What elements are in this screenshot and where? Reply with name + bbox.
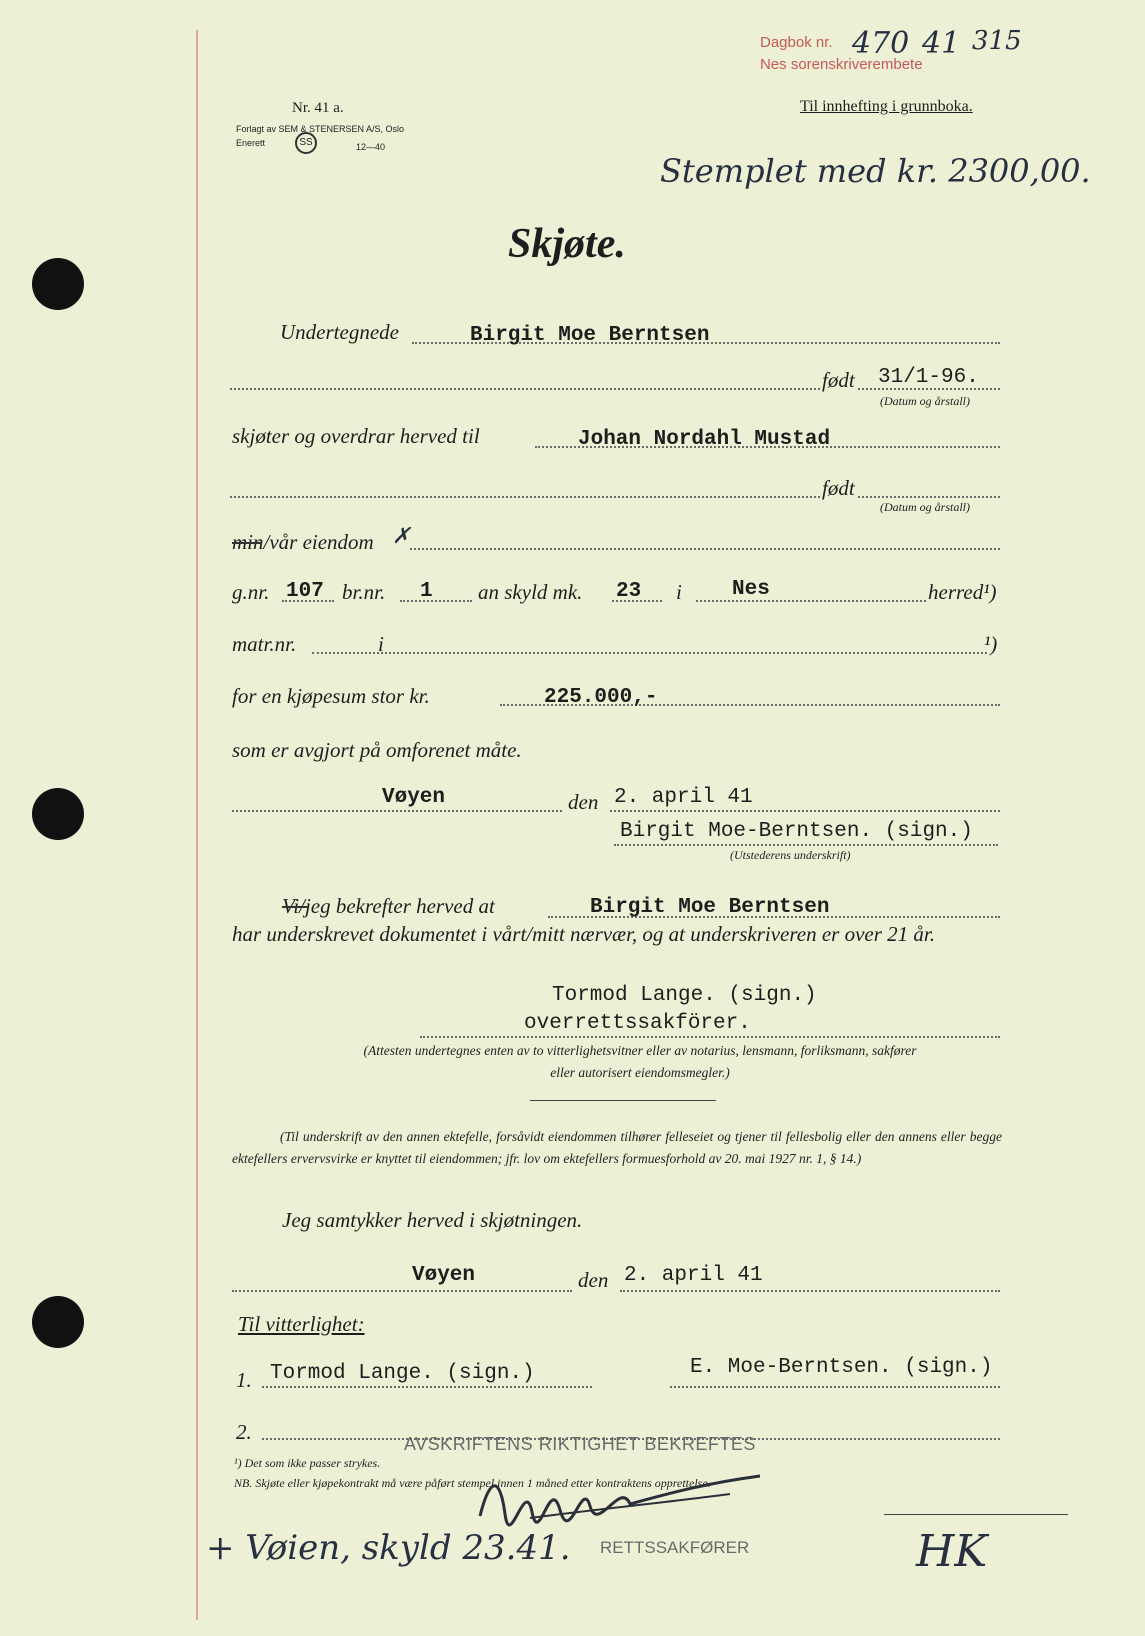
- price-amount: 225.000,-: [544, 686, 658, 709]
- gnr-value: 107: [286, 580, 324, 603]
- seller-born-hint: (Datum og årstall): [880, 394, 970, 408]
- matr-label: matr.nr.: [232, 632, 297, 656]
- strike-mark: [282, 906, 308, 908]
- signing-place-line: [232, 810, 562, 812]
- attestation-line1: Vi/jeg bekrefter herved at: [282, 894, 495, 918]
- nb-note: NB. Skjøte eller kjøpekontrakt må være påført stempel innen 1 måned etter kontraktens opprettelse.: [234, 1476, 711, 1490]
- seller-extra-line: [230, 388, 820, 390]
- lawyer-stamp: RETTSSAKFØRER: [600, 1538, 750, 1557]
- punch-hole: [32, 1296, 84, 1348]
- bnr-line: [400, 600, 472, 602]
- witness-1-line: [262, 1386, 592, 1388]
- punch-hole: [32, 788, 84, 840]
- initials: HK: [916, 1526, 988, 1577]
- consent-den-label: den: [578, 1268, 609, 1292]
- rights: Enerett: [236, 138, 266, 148]
- buyer-name: Johan Nordahl Mustad: [578, 428, 831, 451]
- diary-year: 41: [922, 26, 961, 61]
- witness-spouse-name: E. Moe-Berntsen. (sign.): [690, 1356, 993, 1379]
- witness-1-name: Tormod Lange. (sign.): [270, 1362, 535, 1385]
- matr-footnote-ref: ¹): [984, 632, 998, 656]
- skyld-label: an skyld mk.: [478, 580, 583, 604]
- strike-mark: [232, 542, 262, 544]
- diary-number: 470: [852, 26, 910, 61]
- municipality-value: Nes: [732, 578, 770, 601]
- attestation-note: (Attesten undertegnes enten av to vitterlighetsvitner eller av notarius, lensmann, forliksmann, sakfører eller autorisert eiendomsmegler.): [363, 1043, 917, 1080]
- matr-line: [312, 652, 987, 654]
- footnote: ¹) Det som ikke passer strykes.: [234, 1456, 381, 1470]
- buyer-born-label: født: [822, 476, 855, 500]
- seller-born-value: 31/1-96.: [878, 366, 979, 389]
- matr-in-label: i: [378, 632, 384, 656]
- folio-number: 315: [972, 26, 1022, 56]
- buyer-born-hint: (Datum og årstall): [880, 500, 970, 514]
- signing-date: 2. april 41: [614, 786, 753, 809]
- margin-line: [196, 30, 198, 1620]
- issuer-signature: Birgit Moe-Berntsen. (sign.): [620, 820, 973, 843]
- spouse-consent: Jeg samtykker herved i skjøtningen.: [282, 1208, 583, 1232]
- property-line: [410, 548, 1000, 550]
- divider: [530, 1100, 716, 1101]
- asterisk-mark: ✗: [392, 524, 411, 549]
- publisher-logo: SS: [295, 132, 317, 154]
- diary-stamp-label: Dagbok nr.: [760, 34, 833, 51]
- property-intro: min/vår eiendom: [232, 530, 374, 554]
- punch-hole: [32, 258, 84, 310]
- edition: 12—40: [356, 142, 386, 152]
- spouse-note: (Til underskrift av den annen ektefelle, forsåvidt eiendommen tilhører felleseiet og tjener til fellesbolig eller den annens eller begge ektefellers ervervsvirke er knyttet til eiendommen; jfr. lov om ektefellers formuesforhold av 20. mai 1927 nr. 1, § 14.): [232, 1129, 1002, 1166]
- binding-note: Til innhefting i grunnboka.: [800, 98, 973, 115]
- buyer-label: skjøter og overdrar herved til: [232, 424, 480, 448]
- issuer-signature-line: [614, 844, 998, 846]
- witness-1-number: 1.: [236, 1368, 252, 1392]
- witness-signature: Tormod Lange. (sign.): [552, 984, 817, 1007]
- issuer-signature-hint: (Utstederens underskrift): [730, 848, 851, 862]
- price-settled: som er avgjort på omforenet måte.: [232, 738, 522, 762]
- signature-scribble: [470, 1466, 770, 1536]
- signing-den-label: den: [568, 790, 599, 814]
- publisher: Forlagt av SEM & STENERSEN A/S, Oslo: [236, 124, 405, 134]
- in-label: i: [676, 580, 682, 604]
- seller-name: Birgit Moe Berntsen: [470, 324, 710, 347]
- witness-spouse-line: [670, 1386, 1000, 1388]
- certified-copy-stamp: AVSKRIFTENS RIKTIGHET BEKREFTES: [404, 1434, 756, 1454]
- court-stamp: Nes sorenskriverembete: [760, 56, 923, 73]
- signing-date-line: [610, 810, 1000, 812]
- signing-place: Vøyen: [382, 786, 446, 809]
- seller-born-label: født: [822, 368, 855, 392]
- skyld-value: 23: [616, 580, 642, 603]
- stamp-duty-note: Stemplet med kr. 2300,00.: [660, 152, 1091, 190]
- price-label: for en kjøpesum stor kr.: [232, 684, 430, 708]
- form-number: Nr. 41 a.: [292, 100, 344, 116]
- bnr-value: 1: [420, 580, 433, 603]
- bnr-label: br.nr.: [342, 580, 386, 604]
- initials-rule: [884, 1514, 1068, 1515]
- seller-label: Undertegnede: [280, 320, 399, 344]
- consent-date-line: [620, 1290, 1000, 1292]
- margin-note: + Vøien, skyld 23.41.: [206, 1528, 571, 1568]
- herred-label: herred¹): [928, 580, 997, 604]
- witness-title: overrettssakförer.: [524, 1012, 751, 1035]
- consent-date: 2. april 41: [624, 1264, 763, 1287]
- consent-place: Vøyen: [412, 1264, 476, 1287]
- gnr-label: g.nr.: [232, 580, 270, 604]
- buyer-born-line: [858, 496, 1000, 498]
- page-title: Skjøte.: [508, 221, 626, 267]
- consent-place-line: [232, 1290, 572, 1292]
- attestation-signer: Birgit Moe Berntsen: [590, 896, 830, 919]
- attestation-line2: har underskrevet dokumentet i vårt/mitt nærvær, og at underskriveren er over 21 år.: [232, 922, 935, 946]
- buyer-extra-line: [230, 496, 820, 498]
- witness-2-number: 2.: [236, 1420, 252, 1444]
- witness-line: [420, 1036, 1000, 1038]
- municipality-line: [696, 600, 926, 602]
- witnesses-label: Til vitterlighet:: [238, 1312, 365, 1336]
